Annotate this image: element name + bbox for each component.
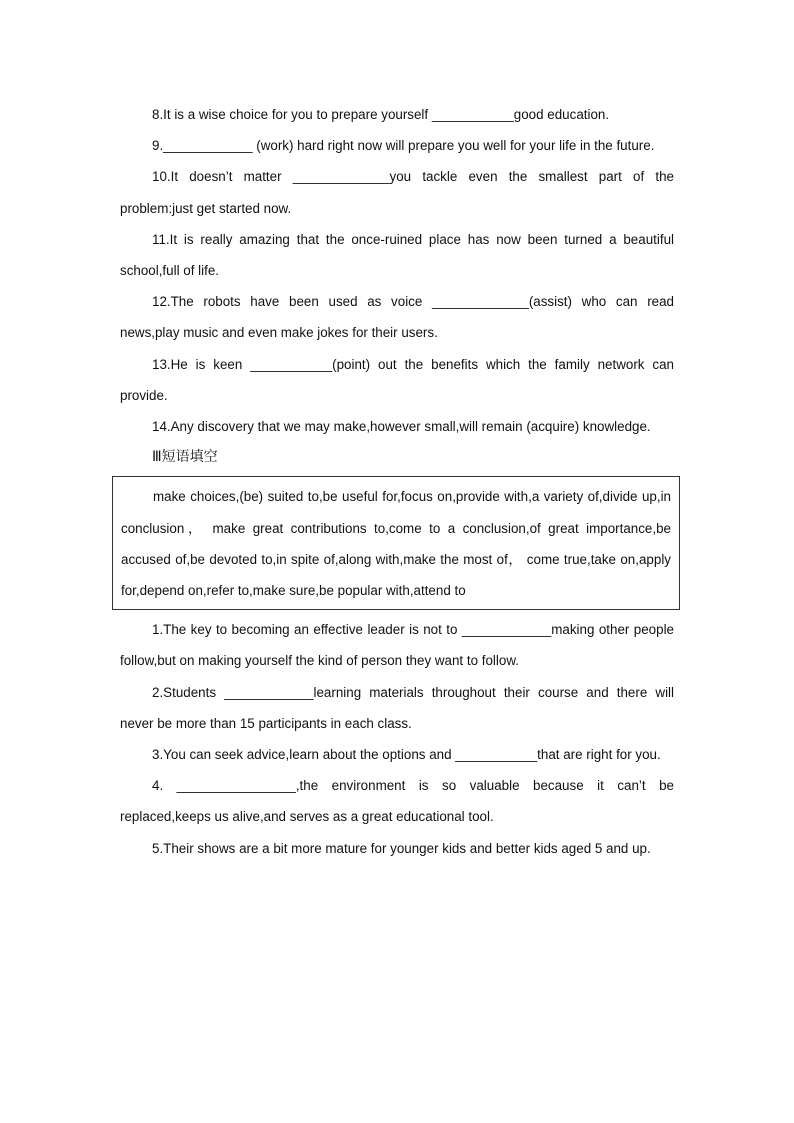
phrase-list: make choices,(be) suited to,be useful for,focus on,provide with,a variety of,divide up,in conclusion， make great contributions to,come to a conclusion,of great importance,be accused of,be devoted to,in spite of,along with,make the most of， come true,take on,apply for,depend on,refer to,make sure,be popular with,attend to [121,489,671,599]
question-8: 8.It is a wise choice for you to prepare yourself ___________good education. [152,107,610,122]
exercise-content [120,99,674,864]
phrase-question-1: 1.The key to becoming an effective leader is not to ____________making other people follow,but on making yourself the kind of person they want to follow. [120,622,674,669]
phrase-question-3: 3.You can seek advice,learn about the options and ___________that are right for you. [152,747,661,763]
question-10: 10.It doesn’t matter _____________you tackle even the smallest part of the problem:just get started now. [120,169,674,216]
question-14: 14.Any discovery that we may make,however small,will remain (acquire) knowledge. [152,419,651,435]
phrase-word-bank [112,476,680,610]
question-11: 11.It is really amazing that the once-ruined place has now been turned a beautiful school,full of life. [120,231,674,279]
question-13: 13.He is keen ___________(point) out the benefits which the family network can provide. [120,356,674,403]
phrase-question-4: 4. ________________,the environment is so valuable because it can’t be replaced,keeps us alive,and serves as a great educational tool. [120,778,674,825]
phrase-question-2: 2.Students ____________learning materials throughout their course and there will never be more than 15 participants in each class. [120,684,674,731]
section-heading-phrase-fill: Ⅲ短语填空 [152,449,218,466]
question-12: 12.The robots have been used as voice _____________(assist) who can read news,play music and even make jokes for their users. [120,294,674,341]
phrase-question-5: 5.Their shows are a bit more mature for younger kids and better kids aged 5 and up. [152,840,651,856]
question-9: 9.____________ (work) hard right now will prepare you well for your life in the future. [152,138,655,154]
